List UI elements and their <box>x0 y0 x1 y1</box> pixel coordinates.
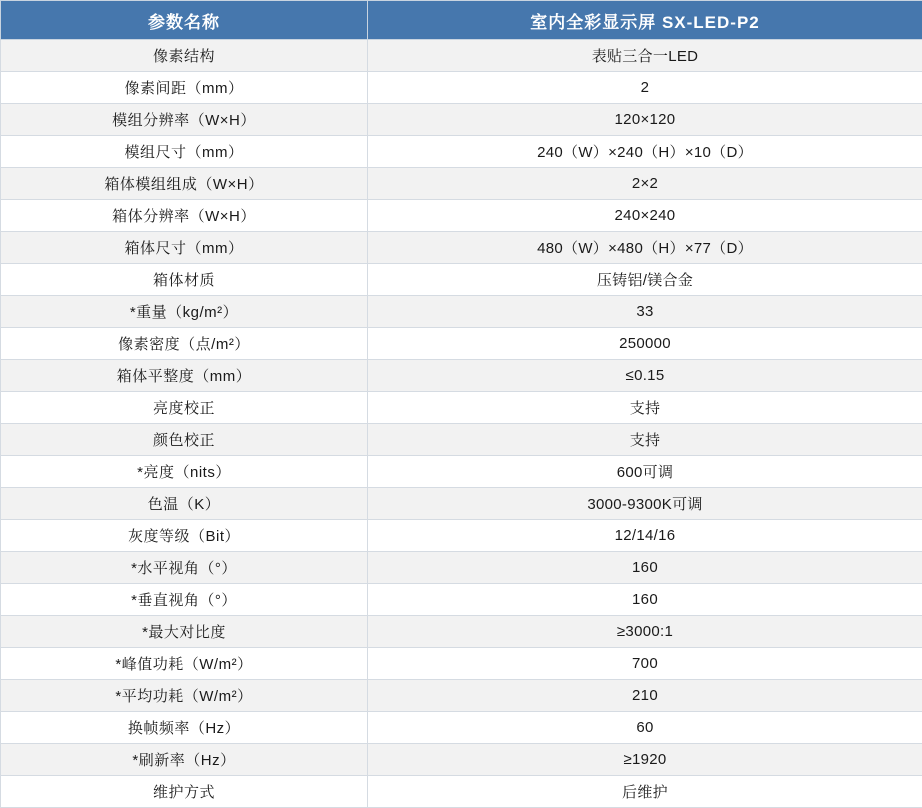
table-row <box>1 456 922 488</box>
parameter-value-cell: 33 <box>368 296 922 328</box>
parameter-name-cell: 颜色校正 <box>1 424 368 456</box>
table-body <box>1 40 922 808</box>
parameter-value-cell: ≥1920 <box>368 744 922 776</box>
parameter-value-cell: ≤0.15 <box>368 360 922 392</box>
parameter-name-cell: 像素密度（点/m²） <box>1 328 368 360</box>
parameter-name-cell: 模组尺寸（mm） <box>1 136 368 168</box>
parameter-name-cell: 亮度校正 <box>1 392 368 424</box>
table-row <box>1 136 922 168</box>
parameter-value-cell: ≥3000:1 <box>368 616 922 648</box>
table-row <box>1 776 922 808</box>
parameter-name-cell: 像素间距（mm） <box>1 72 368 104</box>
parameter-value-cell: 3000-9300K可调 <box>368 488 922 520</box>
parameter-value-cell: 480（W）×480（H）×77（D） <box>368 232 922 264</box>
parameter-value-cell: 12/14/16 <box>368 520 922 552</box>
parameter-value-cell: 160 <box>368 552 922 584</box>
parameter-name-cell: 色温（K） <box>1 488 368 520</box>
table-row <box>1 328 922 360</box>
column-header-value: 室内全彩显示屏 SX-LED-P2 <box>368 1 922 40</box>
table-row <box>1 648 922 680</box>
parameter-name-cell: *亮度（nits） <box>1 456 368 488</box>
table-row <box>1 360 922 392</box>
table-row <box>1 104 922 136</box>
parameter-name-cell: 箱体模组组成（W×H） <box>1 168 368 200</box>
parameter-name-cell: 箱体分辨率（W×H） <box>1 200 368 232</box>
parameter-value-cell: 2×2 <box>368 168 922 200</box>
table-row <box>1 680 922 712</box>
column-header-parameter: 参数名称 <box>1 1 368 40</box>
table-row <box>1 264 922 296</box>
parameter-value-cell: 160 <box>368 584 922 616</box>
parameter-name-cell: 模组分辨率（W×H） <box>1 104 368 136</box>
parameter-value-cell: 支持 <box>368 392 922 424</box>
parameter-name-cell: *平均功耗（W/m²） <box>1 680 368 712</box>
parameter-value-cell: 210 <box>368 680 922 712</box>
parameter-value-cell: 支持 <box>368 424 922 456</box>
parameter-name-cell: 像素结构 <box>1 40 368 72</box>
table-row <box>1 72 922 104</box>
parameter-name-cell: 维护方式 <box>1 776 368 808</box>
parameter-value-cell: 后维护 <box>368 776 922 808</box>
parameter-value-cell: 250000 <box>368 328 922 360</box>
parameter-name-cell: *刷新率（Hz） <box>1 744 368 776</box>
table-row <box>1 552 922 584</box>
parameter-name-cell: 换帧频率（Hz） <box>1 712 368 744</box>
table-row <box>1 424 922 456</box>
parameter-value-cell: 600可调 <box>368 456 922 488</box>
table-row <box>1 392 922 424</box>
table-header-row <box>1 1 922 40</box>
parameter-value-cell: 240（W）×240（H）×10（D） <box>368 136 922 168</box>
table-header <box>1 1 922 40</box>
parameter-name-cell: *最大对比度 <box>1 616 368 648</box>
table-row <box>1 40 922 72</box>
parameter-value-cell: 表贴三合一LED <box>368 40 922 72</box>
parameter-name-cell: 箱体平整度（mm） <box>1 360 368 392</box>
parameter-value-cell: 60 <box>368 712 922 744</box>
table-row <box>1 488 922 520</box>
table-row <box>1 232 922 264</box>
table-row <box>1 744 922 776</box>
parameter-name-cell: 灰度等级（Bit） <box>1 520 368 552</box>
parameter-value-cell: 700 <box>368 648 922 680</box>
parameter-name-cell: *水平视角（°） <box>1 552 368 584</box>
parameter-value-cell: 240×240 <box>368 200 922 232</box>
table-row <box>1 712 922 744</box>
parameter-name-cell: *重量（kg/m²） <box>1 296 368 328</box>
table-row <box>1 168 922 200</box>
parameter-name-cell: *峰值功耗（W/m²） <box>1 648 368 680</box>
parameter-name-cell: 箱体尺寸（mm） <box>1 232 368 264</box>
table-row <box>1 520 922 552</box>
parameter-value-cell: 2 <box>368 72 922 104</box>
table-row <box>1 200 922 232</box>
parameter-value-cell: 压铸铝/镁合金 <box>368 264 922 296</box>
table-row <box>1 616 922 648</box>
parameter-name-cell: 箱体材质 <box>1 264 368 296</box>
table-row <box>1 296 922 328</box>
table-row <box>1 584 922 616</box>
parameter-value-cell: 120×120 <box>368 104 922 136</box>
parameter-name-cell: *垂直视角（°） <box>1 584 368 616</box>
